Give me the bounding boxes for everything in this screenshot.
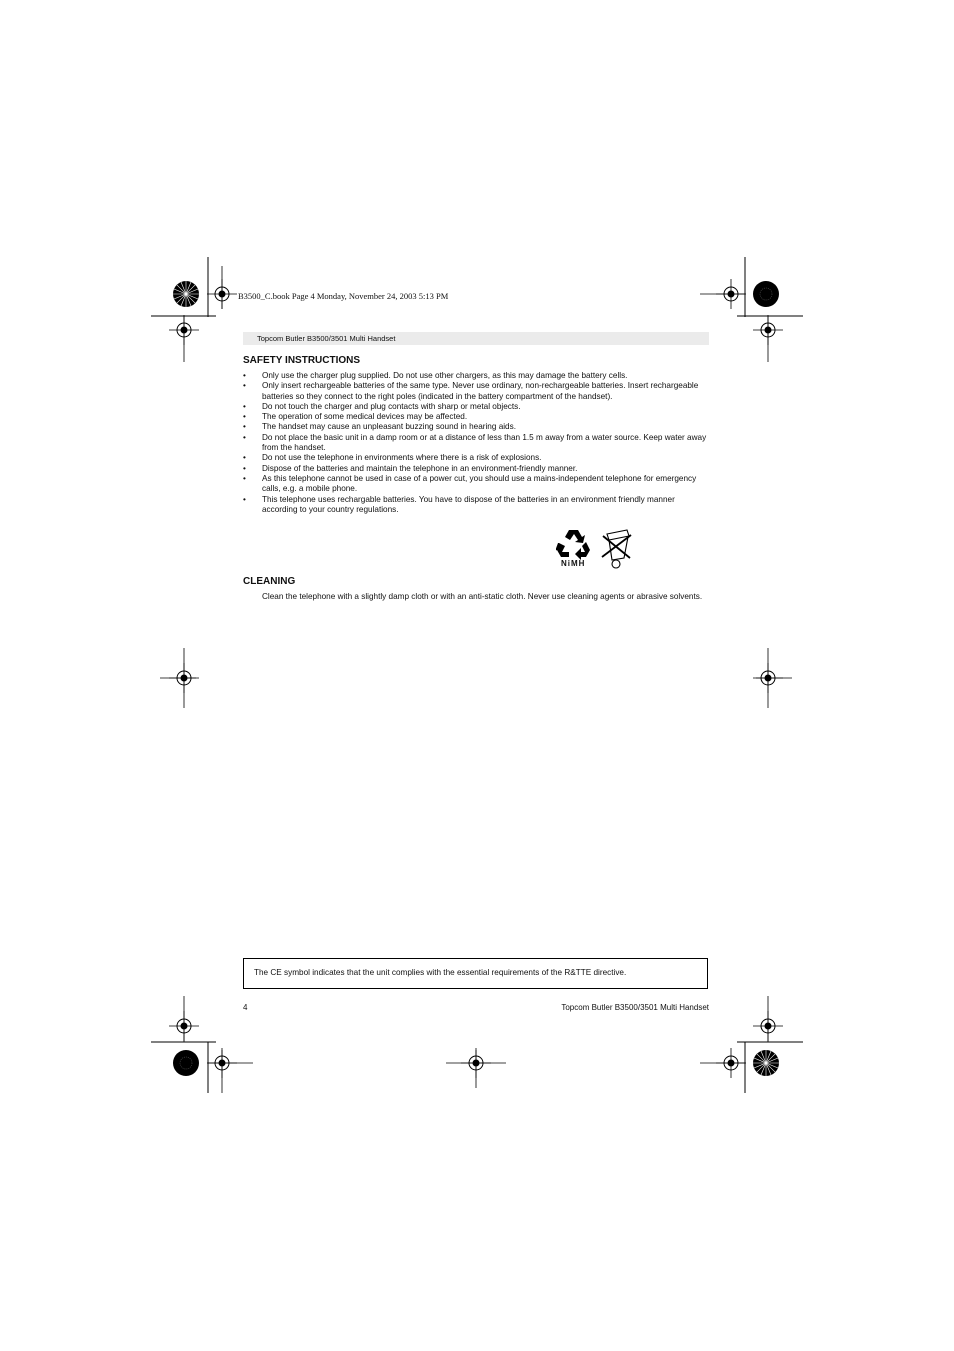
list-item-text: As this telephone cannot be used in case of a power cut, you should use a mains-independent telephone for emergency calls, e.g. a mobile phone.: [262, 473, 697, 494]
list-item-text: Dispose of the batteries and maintain the telephone in an environment-friendly manner.: [262, 463, 578, 473]
list-item: [243, 412, 709, 422]
list-item-text: Only use the charger plug supplied. Do not use other chargers, as this may damage the battery cells.: [262, 371, 628, 380]
ce-notice-box: [243, 958, 708, 989]
bullet: •: [243, 401, 246, 411]
list-item: [243, 453, 709, 463]
ce-notice-text: The CE symbol indicates that the unit complies with the essential requirements of the R&TTE directive.: [254, 968, 627, 977]
footer-title: Topcom Butler B3500/3501 Multi Handset: [561, 1003, 709, 1012]
list-item: [243, 422, 709, 432]
nimh-label: NiMH: [561, 559, 586, 568]
list-item-text: The handset may cause an unpleasant buzzing sound in hearing aids.: [262, 422, 516, 432]
bullet: •: [243, 371, 246, 380]
list-item: [243, 381, 709, 402]
crossed-bin-icon: [600, 526, 634, 572]
list-item-text: Do not place the basic unit in a damp room or at a distance of less than 1.5 m away from a water source. Keep water away from the handset.: [262, 432, 707, 453]
list-item-text: This telephone uses rechargable batteries. You have to dispose of the batteries in an environment friendly manner according to your country regulations.: [262, 494, 675, 514]
list-item-text: Do not use the telephone in environments where there is a risk of explosions.: [262, 453, 542, 463]
bullet: •: [243, 453, 246, 463]
bullet: •: [243, 422, 246, 432]
bullet: •: [243, 494, 246, 504]
safety-list: [243, 371, 709, 515]
list-item: [243, 371, 709, 381]
list-item: [243, 433, 709, 454]
list-item: [243, 495, 709, 516]
list-item: [243, 464, 709, 474]
safety-heading: SAFETY INSTRUCTIONS: [243, 355, 361, 366]
list-item-text: Do not touch the charger and plug contacts with sharp or metal objects.: [262, 401, 521, 411]
list-item: [243, 402, 709, 412]
list-item: [243, 474, 709, 495]
book-info-line: B3500_C.book Page 4 Monday, November 24, 2003 5:13 PM: [238, 291, 449, 301]
bullet: •: [243, 412, 246, 422]
recycle-icon: [556, 528, 592, 560]
bullet: •: [243, 381, 246, 391]
list-item-text: The operation of some medical devices may be affected.: [262, 412, 468, 422]
page-number: 4: [243, 1003, 248, 1012]
running-header-title: Topcom Butler B3500/3501 Multi Handset: [257, 334, 396, 343]
list-item-text: Only insert rechargeable batteries of the same type. Never use ordinary, non-rechargeable batteries. Insert rechargeable batteries so they connect to the right poles (indicated in the battery compartment of the handset).: [262, 381, 699, 401]
cleaning-heading: CLEANING: [243, 576, 296, 587]
bullet: •: [243, 463, 246, 473]
bullet: •: [243, 473, 246, 483]
cleaning-text: Clean the telephone with a slightly damp cloth or with an anti-static cloth. Never use cleaning agents or abrasive solvents.: [262, 592, 703, 601]
bullet: •: [243, 432, 246, 442]
